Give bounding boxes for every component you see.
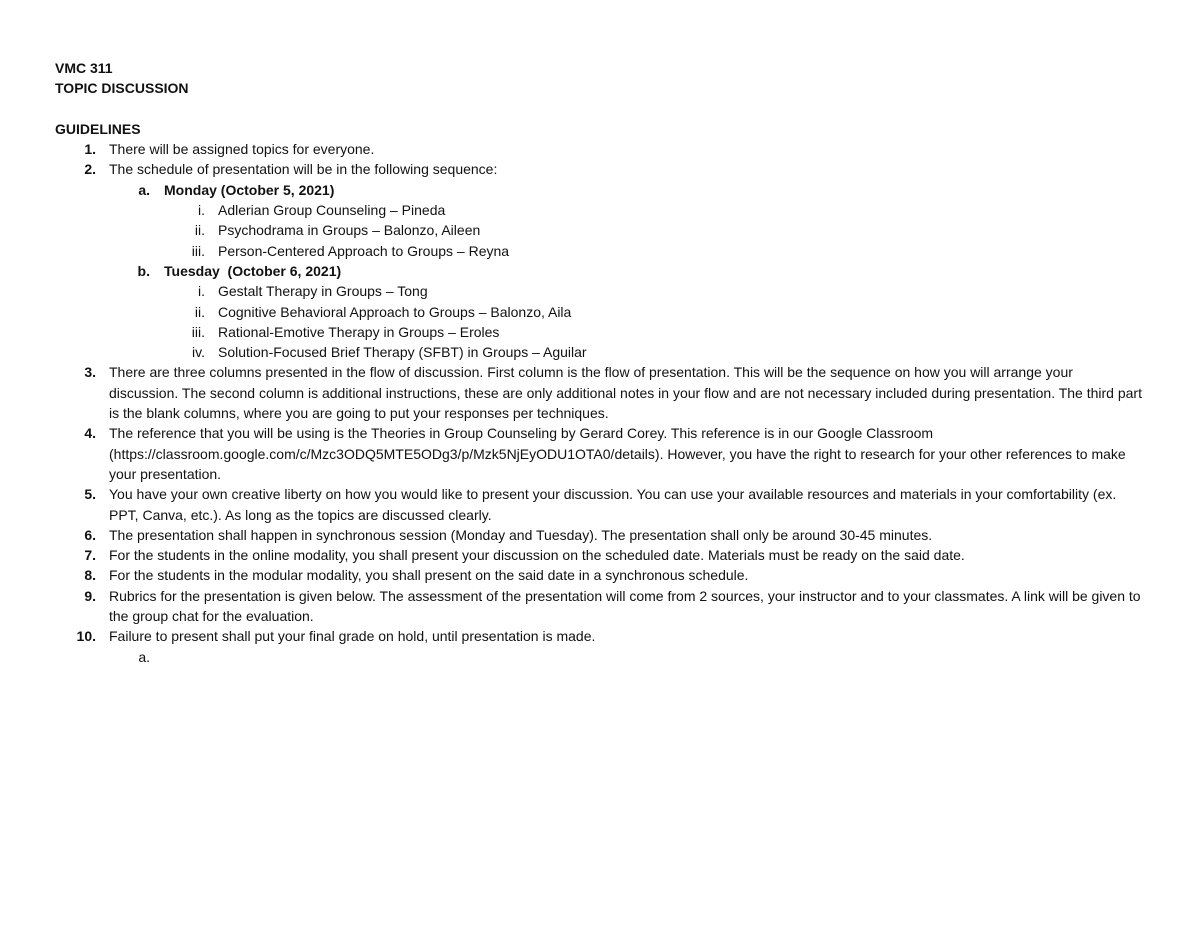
topic-text: Psychodrama in Groups – Balonzo, Aileen [218,222,481,239]
guideline-item [55,545,1145,565]
guideline-item [55,586,1145,627]
topic-text: Person-Centered Approach to Groups – Reyna [218,242,510,259]
guideline-number: 5. [84,486,96,503]
topic-numeral: ii. [194,303,205,320]
schedule-day-label: Monday (October 5, 2021) [164,181,335,198]
guideline-text: The presentation shall happen in synchronous session (Monday and Tuesday). The presentation shall only be around 30-45 minutes. [109,526,933,543]
guideline-number: 9. [84,587,96,604]
guideline-number: 6. [84,526,96,543]
schedule-day [55,261,1145,281]
schedule-topic [55,342,1145,362]
guideline-item [55,362,1145,423]
topic-numeral: i. [198,202,205,219]
guideline-text: For the students in the online modality, you shall present your discussion on the scheduled date. Materials must be ready on the said date. [109,547,965,564]
schedule-topic [55,220,1145,240]
topic-numeral: iii. [191,323,205,340]
topic-numeral: i. [198,283,205,300]
guideline-number: 10. [76,628,96,645]
schedule-topic [55,281,1145,301]
guideline-item [55,565,1145,585]
topic-text: Adlerian Group Counseling – Pineda [218,202,446,219]
schedule-topic [55,322,1145,342]
guideline-text: Rubrics for the presentation is given below. The assessment of the presentation will come from 2 sources, your instructor and to your classmates. A link will be given to the group chat for the evaluation. [109,587,1141,625]
guideline-number: 1. [84,141,96,158]
topic-numeral: iv. [192,344,205,361]
schedule-topic [55,302,1145,322]
guideline-number: 7. [84,547,96,564]
guideline-number: 3. [84,364,96,381]
guideline-number: 2. [84,161,96,178]
guideline-item [55,626,1145,646]
schedule-letter: b. [137,262,150,279]
guideline-text: The reference that you will be using is the Theories in Group Counseling by Gerard Corey. This reference is in our Google Classroom (https://classroom.google.com/c/Mzc3ODQ5MTE5ODg3/p/Mzk5NjEyODU1OTA0/details). However, you have the right to research for your other references to make your presentation. [109,425,1126,482]
course-code: VMC 311 [55,60,113,76]
guideline-text: You have your own creative liberty on how you would like to present your discussion. You can use your available resources and materials in your comfortability (ex. PPT, Canva, etc.). As long as the topics are discussed clearly. [109,486,1117,523]
guideline-item [55,423,1145,484]
topic-text: Cognitive Behavioral Approach to Groups – Balonzo, Aila [218,303,572,320]
guideline-item [55,159,1145,179]
doc-title: TOPIC DISCUSSION [55,80,189,97]
schedule-topic [55,200,1145,220]
guideline-text: Failure to present shall put your final grade on hold, until presentation is made. [109,628,596,645]
section-heading: GUIDELINES [55,120,141,137]
spacer [55,99,1145,119]
topic-numeral: ii. [194,222,205,239]
schedule-topic [55,241,1145,261]
guideline-item [55,525,1145,545]
schedule-day [55,180,1145,200]
guideline-text: The schedule of presentation will be in the following sequence: [109,161,498,178]
schedule-letter: a. [138,181,150,198]
topic-text: Gestalt Therapy in Groups – Tong [218,283,428,300]
guideline-text: There will be assigned topics for everyone. [109,141,375,158]
guideline-item [55,139,1145,159]
subitem-letter: a. [138,648,150,665]
topic-text: Rational-Emotive Therapy in Groups – Eroles [218,323,500,340]
guideline-text: For the students in the modular modality, you shall present on the said date in a synchronous schedule. [109,567,749,584]
guideline-item [55,484,1145,525]
guideline-number: 4. [84,425,96,442]
document-body [55,58,1145,667]
topic-numeral: iii. [191,242,205,259]
guideline-text: There are three columns presented in the flow of discussion. First column is the flow of presentation. This will be the sequence on how you will arrange your discussion. The second column is additional instructions, these are only additional notes in your flow and are not necessary included during presentation. The third part is the blank columns, where you are going to put your responses per techniques. [109,364,1142,422]
empty-subitem [55,647,1145,667]
topic-text: Solution-Focused Brief Therapy (SFBT) in Groups – Aguilar [218,344,587,361]
guideline-number: 8. [84,567,96,584]
schedule-day-label: Tuesday (October 6, 2021) [164,262,342,279]
